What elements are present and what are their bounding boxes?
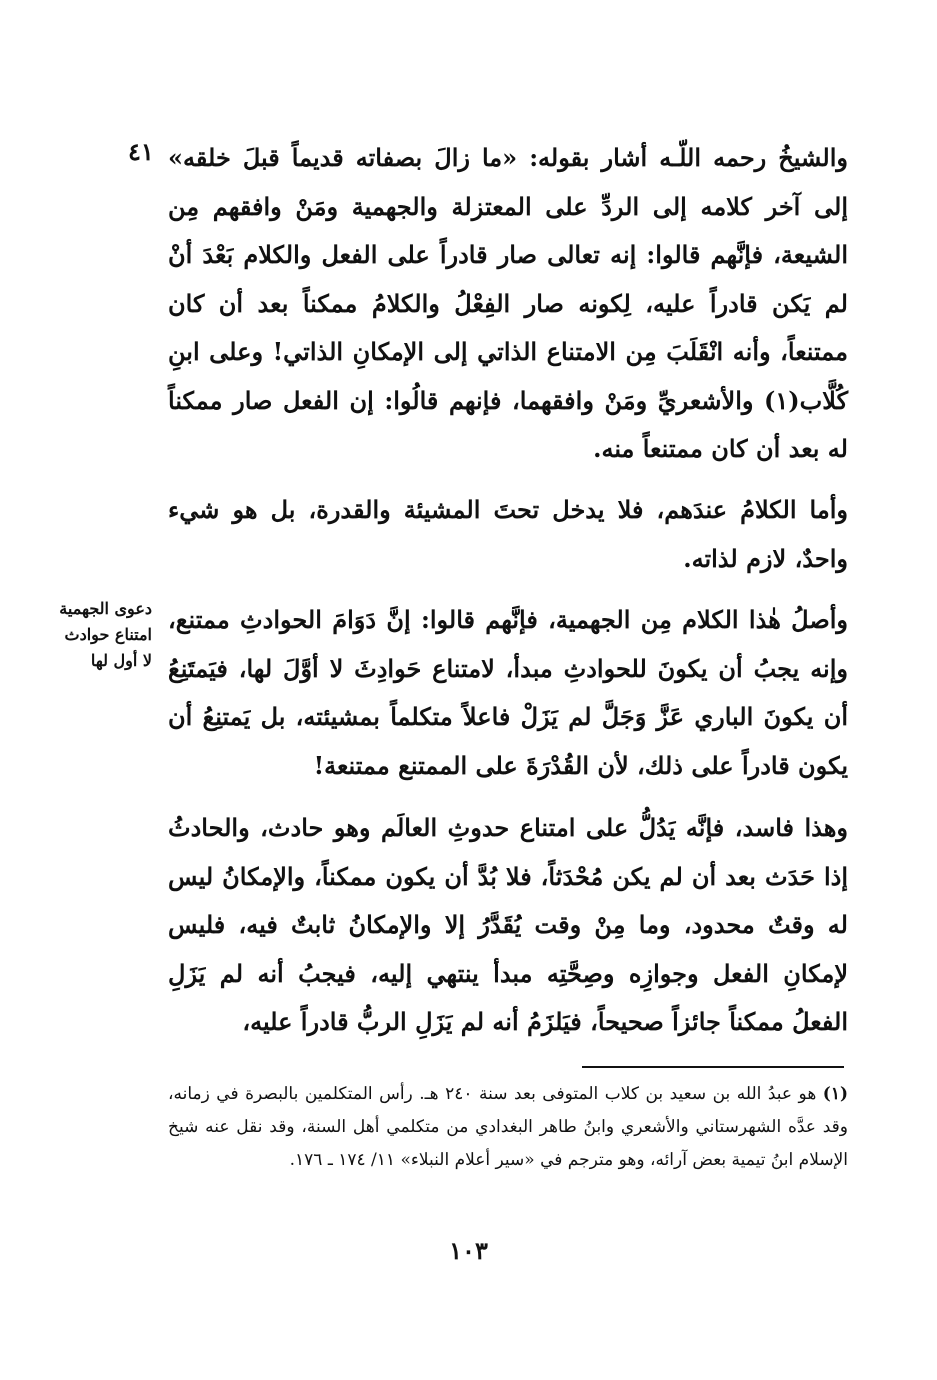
- paragraph-3: [168, 596, 848, 790]
- paragraph-4: [168, 804, 848, 1047]
- footnote: [168, 1078, 848, 1177]
- paragraph-text: وأصلُ هٰذا الكلام مِن الجهمية، فإنَّهم قالوا: إنَّ دَوَامَ الحوادثِ ممتنع، وإنه يجبُ أن يكونَ للحوادثِ مبدأ، لامتناع حَوادِثَ لا أوَّلَ لها، فيَمتَنِعُ أن يكونَ الباري عَزَّ وَجَلَّ لم يَزَلْ فاعلاً متكلماً بمشيئته، بل يَمتنِعُ أن يكون قادراً على ذلك، لأن القُدْرَةَ على الممتنع ممتنعة!: [168, 605, 848, 780]
- margin-note: [22, 596, 152, 674]
- paragraph-1: [168, 134, 848, 474]
- footnote-text: هو عبدُ الله بن سعيد بن كلاب المتوفى بعد سنة ٢٤٠ هـ. رأس المتكلمين بالبصرة في زمانه، وقد عدَّه الشهرستاني والأشعري وابنُ طاهر البغدادي من متكلمي أهل السنة، وقد نقل عنه شيخ الإسلام ابنُ تيمية بعض آرائه، وهو مترجم في «سير أعلام النبلاء» ١١/ ١٧٤ ـ ١٧٦.: [168, 1084, 848, 1170]
- margin-note-line: دعوى الجهمية: [59, 599, 152, 618]
- margin-note-line: امتناع حوادث: [64, 625, 152, 644]
- margin-note-line: لا أول لها: [90, 651, 152, 670]
- paragraph-2: [168, 486, 848, 583]
- verse-number: ٤١: [128, 137, 154, 166]
- paragraph-text: وهذا فاسد، فإنَّه يَدُلُّ على امتناع حدوثِ العالَم وهو حادث، والحادثُ إذا حَدَث بعد أن لم يكن مُحْدَثاً، فلا بُدَّ أن يكون ممكناً، والإمكانُ ليس له وقتٌ محدود، وما مِنْ وقت يُقَدَّرُ إلا والإمكانُ ثابتٌ فيه، فليس لإمكانِ الفعل وجوازِه وصِحَّتِه مبدأ ينتهي إليه، فيجبُ أنه لم يَزَلِ الفعلُ ممكناً جائزاً صحيحاً، فيَلزَمُ أنه لم يَزَلِ الربُّ قادراً عليه،: [168, 813, 848, 1036]
- page-number: ١٠٣: [449, 1236, 488, 1265]
- paragraph-text: والشيخُ رحمه اللّـه أشار بقوله: «ما زالَ بصفاته قديماً قبلَ خلقه» إلى آخر كلامه إلى الردِّ على المعتزلة والجهمية ومَنْ وافقهم مِن الشيعة، فإنَّهم قالوا: إنه تعالى صار قادراً على الفعل والكلام بَعْدَ أنْ لم يَكن قادراً عليه، لِكونه صار الفِعْلُ والكلامُ ممكناً بعد أن كان ممتنعاً، وأنه انْقَلَبَ مِن الامتناع الذاتي إلى الإمكانِ الذاتي! وعلى ابنِ كُلَّاب(١) والأشعريِّ ومَنْ وافقهما، فإنهم قالُوا: إن الفعل صار ممكناً له بعد أن كان ممتنعاً منه.: [168, 143, 849, 463]
- footnote-divider: [582, 1066, 844, 1068]
- paragraph-text: وأما الكلامُ عندَهم، فلا يدخل تحتَ المشيئة والقدرة، بل هو شيء واحدٌ، لازم لذاته.: [168, 495, 848, 573]
- footnote-marker: (١): [822, 1084, 849, 1104]
